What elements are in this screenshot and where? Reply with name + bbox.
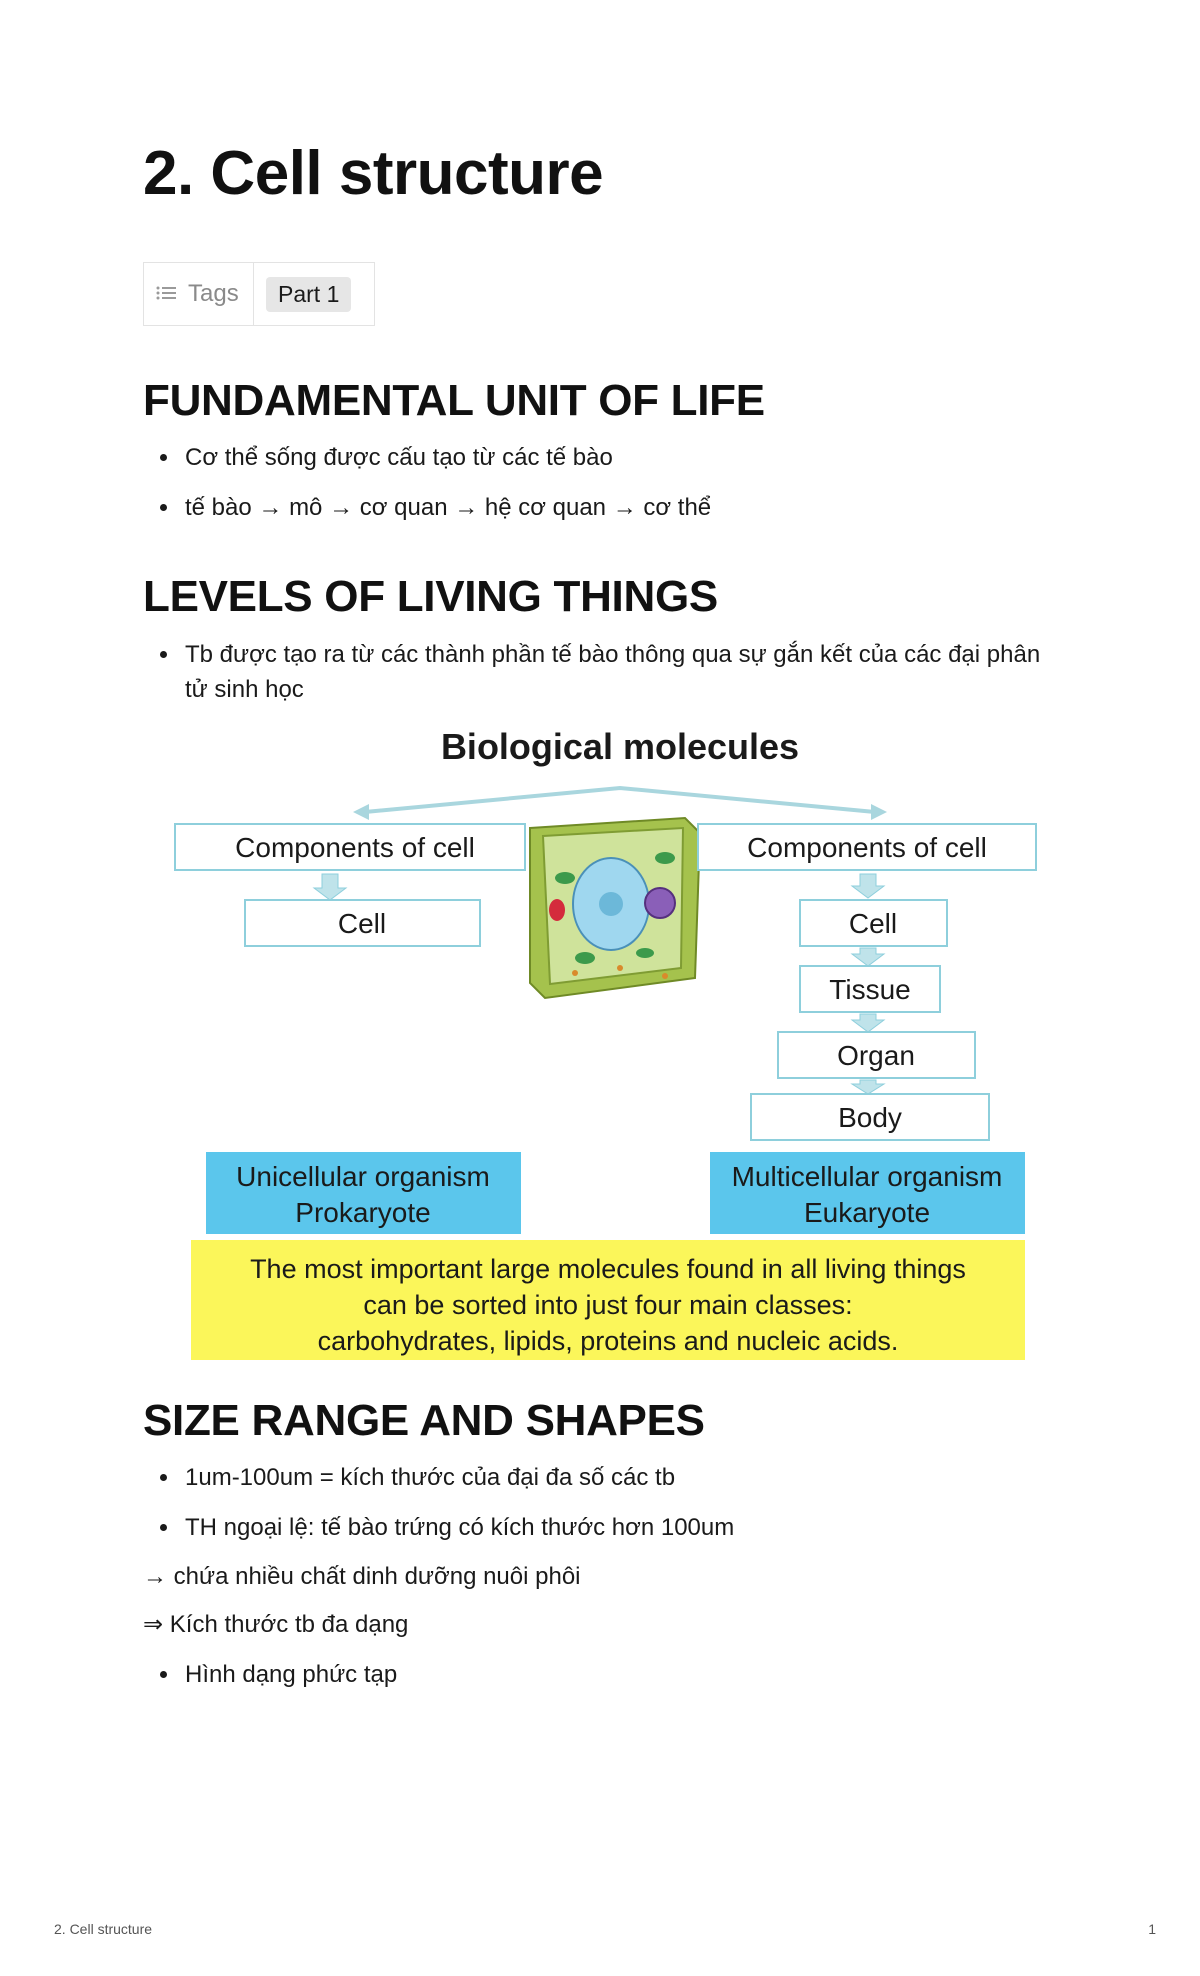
right-cell-label: Cell xyxy=(848,908,898,939)
multicellular-label: Multicellular organism xyxy=(731,1161,1003,1192)
left-components-label: Components of cell xyxy=(235,832,475,863)
list-item: tế bào → mô → cơ quan → hệ cơ quan → cơ thể xyxy=(185,490,1065,525)
arrow-head-icon xyxy=(871,804,887,820)
list-item: Hình dạng phức tạp xyxy=(185,1657,1065,1692)
footer-title: 2. Cell structure xyxy=(54,1921,153,1937)
section-heading-size: SIZE RANGE AND SHAPES xyxy=(143,1396,705,1445)
unicellular-label: Unicellular organism xyxy=(236,1161,490,1192)
tags-value[interactable] xyxy=(254,263,351,325)
arrow-down-icon xyxy=(852,1080,884,1094)
list-item: Cơ thể sống được cấu tạo từ các tế bào xyxy=(185,440,1065,475)
list-item: Tb được tạo ra từ các thành phần tế bào thông qua sự gắn kết của các đại phân tử sinh học xyxy=(185,637,1065,707)
list-item: 1um-100um = kích thước của đại đa số các tb xyxy=(185,1460,1065,1495)
paragraph-line: ⇒ Kích thước tb đa dạng xyxy=(143,1611,409,1638)
prokaryote-label: Prokaryote xyxy=(295,1197,431,1228)
section-heading-fundamental: FUNDAMENTAL UNIT OF LIFE xyxy=(143,376,765,425)
eukaryote-label: Eukaryote xyxy=(803,1197,931,1228)
tags-property[interactable] xyxy=(143,262,375,326)
list-item: TH ngoại lệ: tế bào trứng có kích thước hơn 100um xyxy=(185,1510,1065,1545)
page-number: 1 xyxy=(1148,1921,1156,1937)
note-line: carbohydrates, lipids, proteins and nucleic acids. xyxy=(317,1326,899,1356)
paragraph-line: → chứa nhiều chất dinh dưỡng nuôi phôi xyxy=(143,1563,581,1590)
page-title: 2. Cell structure xyxy=(143,139,604,208)
right-components-label: Components of cell xyxy=(747,832,987,863)
biological-molecules-figure xyxy=(165,728,1045,1368)
organ-label: Organ xyxy=(837,1040,915,1071)
body-label: Body xyxy=(838,1102,902,1133)
list-icon xyxy=(156,280,178,308)
note-line: can be sorted into just four main classes: xyxy=(363,1290,853,1320)
left-cell-label: Cell xyxy=(337,908,387,939)
section-heading-levels: LEVELS OF LIVING THINGS xyxy=(143,572,718,621)
split-arrow xyxy=(365,788,875,812)
tags-property-name xyxy=(144,263,254,325)
arrow-down-icon xyxy=(852,874,884,898)
arrow-down-icon xyxy=(852,1014,884,1032)
arrow-down-icon xyxy=(852,948,884,966)
tag-chip[interactable]: Part 1 xyxy=(266,277,351,312)
tissue-label: Tissue xyxy=(829,974,911,1005)
tags-label: Tags xyxy=(188,280,239,307)
figure-title: Biological molecules xyxy=(440,728,800,767)
plant-cell-icon xyxy=(530,818,700,998)
arrow-down-icon xyxy=(314,874,346,900)
arrow-head-icon xyxy=(353,804,369,820)
note-line: The most important large molecules found in all living things xyxy=(250,1254,966,1284)
